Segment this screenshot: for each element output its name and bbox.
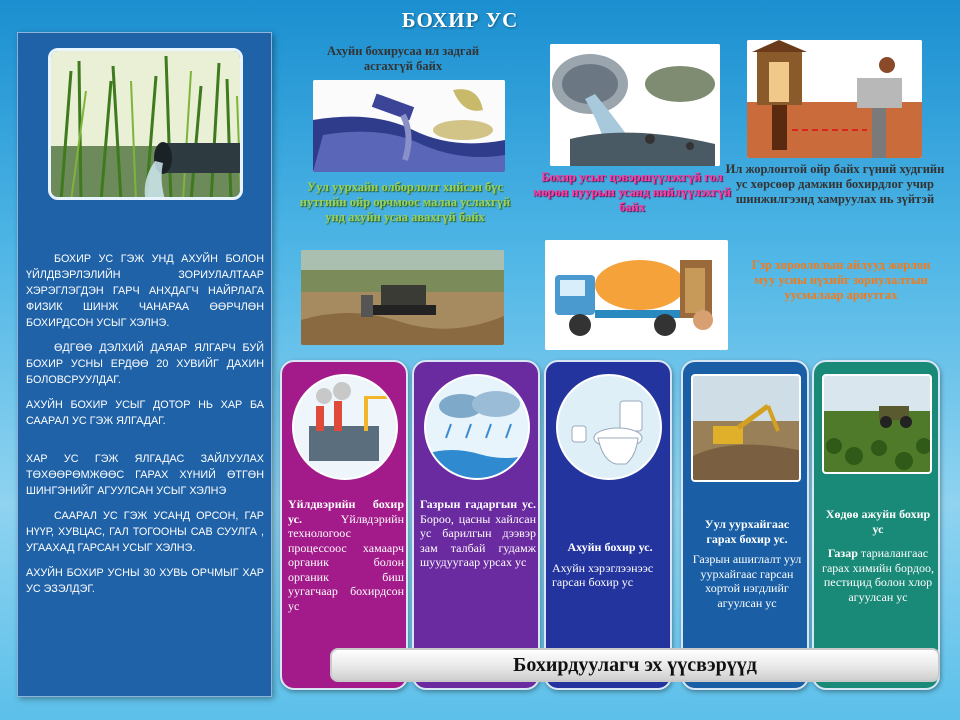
source-card-title: Үйлдвэрийн бохир ус. — [288, 497, 404, 526]
info-text — [26, 251, 264, 606]
caption-mining: Уул уурхайн олборлолт хийсэн бүс нутгийн ойр орчмоос малаа услахгүй унд ахуйн усаа авахгүй байх — [299, 180, 511, 224]
source-card-body: Ахуйн хэрэглээнээс гарсан бохир ус — [552, 560, 654, 589]
source-card-text — [820, 507, 936, 604]
caption-ger-district: Гэр хороололын айлууд жорлон муу усны нүхийг зориулалтын уусмалаар ариутгах — [751, 258, 931, 302]
info-paragraph: АХУЙН БОХИР УСЫГ ДОТОР НЬ ХАР БА СААРАЛ УС ГЭЖ ЯЛГАДАГ. — [26, 399, 264, 427]
source-card-body: тариалангаас гарах химийн бордоо, пестицид болон хлор агуулсан ус — [822, 546, 934, 604]
source-card-text — [420, 497, 536, 570]
info-paragraph: АХУЙН БОХИР УСНЫ 30 ХУВЬ ОРЧМЫГ ХАР УС ЭЗЭЛДЭГ. — [26, 567, 264, 595]
source-card-mining — [681, 360, 809, 690]
bulldozer-photo — [301, 250, 504, 345]
info-paragraph: БОХИР УС ГЭЖ УНД АХУЙН БОЛОН ҮЙЛДВЭРЛЭЛИЙН ЗОРИУЛАЛТААР ХЭРЭГЛЭГДЭН ГАРЧ АНХДАГЧ НАЙРЛАГА ФИЗИК ШИНЖ ЧАНАРАА ӨӨРЧЛӨН БОХИРДСОН УСЫГ ХЭЛНЭ. — [26, 253, 264, 329]
excavator-photo — [691, 374, 801, 482]
info-paragraph: ХАР УС ГЭЖ ЯЛГАДАС ЗАЙЛУУЛАХ ТӨХӨӨРӨМЖӨӨС ГАРАХ ХҮНИЙ ӨТГӨН ШИНГЭНИЙГ АГУУЛСАН УСЫГ ХЭЛНЭ — [26, 453, 264, 497]
source-card-body: Газрын ашиглалт уул уурхайгаас гарсан хортой нэгдлийг агуулсан ус — [692, 552, 802, 610]
info-paragraph: СААРАЛ УС ГЭЖ УСАНД ОРСОН, ГАР НҮҮР, ХУВЦАС, ГАЛ ТОГООНЫ САВ СУУЛГА , УГААХАД ГАРСАН УСЫГ ХЭЛНЭ. — [26, 510, 264, 554]
source-card-body: Үйлвдэрийн технологоос процессоос хамаарч органик болон органик биш уугагчаар бохирдсон ус — [288, 511, 404, 613]
source-card-title: Газрын гадаргын ус. — [420, 497, 536, 511]
source-card-agriculture — [812, 360, 940, 690]
tractor-field-photo — [822, 374, 932, 474]
source-card-body-title: Газар — [827, 546, 858, 560]
caption-household-waste: Ахуйн бохирусаа ил задгай асгахгүй байх — [326, 44, 480, 73]
latrine-well-illustration — [747, 40, 922, 158]
source-card-body: Бороо, цасны хайлсан ус барилгын дээвэр зам талбай гудамж шуудуугаар урсах ус — [420, 511, 536, 569]
source-card-title: Ахуйн бохир ус. — [567, 540, 653, 554]
source-card-household — [544, 360, 672, 690]
sewage-truck-illustration — [545, 240, 728, 350]
source-card-surface — [412, 360, 540, 690]
toilet-icon — [556, 374, 662, 480]
info-paragraph: ӨДГӨӨ ДЭЛХИЙ ДАЯАР ЯЛГАРЧ БУЙ БОХИР УСНЫ ЕРДӨӨ 20 ХУВИЙГ ДАХИН БОЛОВСРУУЛДАГ. — [26, 342, 264, 386]
source-card-title: Хөдөө ажуйн бохир ус — [825, 507, 931, 536]
source-card-text — [552, 540, 668, 590]
pollution-sources-banner: Бохирдуулагч эх үүсвэрүүд — [330, 648, 940, 682]
info-panel — [17, 32, 272, 697]
pipe-pollution-illustration — [313, 80, 505, 172]
rain-icon — [424, 374, 530, 480]
page-title: БОХИР УС — [401, 8, 519, 32]
pipe-outflow-photo — [48, 48, 243, 200]
source-card-text — [689, 517, 805, 610]
caption-sewer: Бохир усыг цэвэршүүлэхгүй гол мөрөн нуурын усанд нийлүүлэхгүй байх — [533, 170, 731, 214]
sewer-outflow-illustration — [550, 44, 720, 166]
source-card-industrial — [280, 360, 408, 690]
source-card-text — [288, 497, 404, 613]
source-card-title: Уул уурхайгаас гарах бохир ус. — [704, 517, 790, 546]
factory-icon — [292, 374, 398, 480]
caption-latrine: Ил жорлонтой ойр байх гүний худгийн ус хөрсөөр дамжин бохирдлог учир шинжилгээнд хамруулах нь зүйтэй — [725, 162, 945, 206]
